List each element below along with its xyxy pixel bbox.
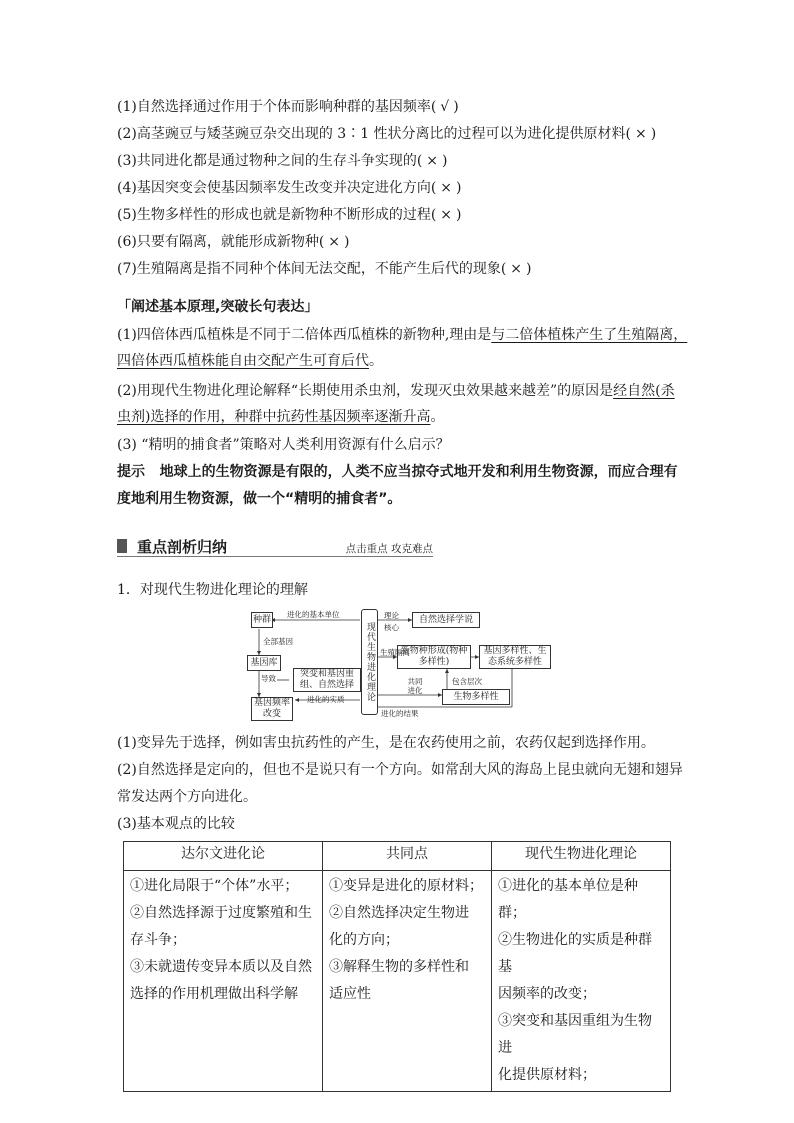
banner-title: 重点剖析归纳	[137, 538, 228, 556]
gene-ecosystem-diversity-box: 基因多样性、生态系统多样性	[479, 645, 551, 669]
judgment-mark: √	[440, 99, 450, 115]
judgment-mark: ×	[440, 180, 453, 196]
question-3: (3) “精明的捕食者”策略对人类利用资源有什么启示？	[117, 437, 450, 453]
population-box: 种群	[251, 612, 273, 628]
question-1-cont: 四倍体西瓜植株能自由交配产生可育后代。	[117, 353, 383, 369]
new-species-box: 新物种形成(物种多样性)	[397, 645, 471, 669]
table-header-row	[124, 842, 671, 871]
open-bracket-icon: 「	[117, 299, 131, 315]
banner-rule	[117, 556, 433, 557]
point-1-title: 1．对现代生物进化理论的理解	[117, 582, 308, 598]
modern-cell: ①进化的基本单位是种群； ②生物进化的实质是种群基 因频率的改变； ③突变和基因重组为生物进 化提供原材料；	[492, 871, 671, 1092]
mutation-selection-box: 突变和基因重组、自然选择	[293, 668, 361, 692]
judgment-mark: ×	[440, 207, 453, 223]
label-core: 核心	[384, 623, 399, 632]
question-2-cont: 虫剂)选择的作用，种群中抗药性基因频率逐渐升高。	[117, 409, 445, 425]
question-1: (1)四倍体西瓜植株是不同于二倍体西瓜植株的新物种,理由是与二倍体植株产生了生殖隔离，	[117, 327, 688, 343]
key-analysis-banner	[117, 536, 433, 556]
judgment-mark: ×	[426, 153, 439, 169]
question-2: (2)用现代生物进化理论解释“长期使用杀虫剂，发现灭虫效果越来越差”的原因是经自然(杀	[117, 383, 675, 399]
judgment-item: (5)生物多样性的形成也就是新物种不断形成的过程( × )	[117, 207, 462, 223]
header-common: 共同点	[323, 842, 492, 871]
section-heading: 「阐述基本原理,突破长句表达」	[117, 299, 319, 315]
label-essence: 进化的实质	[307, 695, 345, 704]
judgment-mark: ×	[328, 234, 341, 250]
note-2-cont: 常发达两个方向进化。	[117, 789, 257, 805]
close-bracket-icon: 」	[304, 299, 319, 315]
gene-pool-box: 基因库	[247, 655, 281, 671]
biodiversity-box: 生物多样性	[442, 689, 510, 705]
note-1: (1)变异先于选择，例如害虫抗药性的产生，是在农药使用之前，农药仅起到选择作用。	[117, 735, 655, 751]
common-cell: ①变异是进化的原材料； ②自然选择决定生物进 化的方向； ③解释生物的多样性和 适应性	[323, 871, 492, 1092]
judgment-item: (3)共同进化都是通过物种之间的生存斗争实现的( × )	[117, 153, 448, 169]
judgment-item: (4)基因突变会使基因频率发生改变并决定进化方向( × )	[117, 180, 462, 196]
label-lead-to: 导致	[261, 674, 276, 683]
judgment-mark: ×	[635, 126, 647, 142]
banner-subtitle: 点击重点 攻克难点	[345, 543, 433, 555]
judgment-item: (2)高茎豌豆与矮茎豌豆杂交出现的 3∶1 性状分离比的过程可以为进化提供原材料( × )	[117, 126, 657, 142]
judgment-item: (1)自然选择通过作用于个体而影响种群的基因频率( √ )	[117, 99, 459, 115]
evolution-theory-diagram	[247, 609, 557, 721]
label-include-levels: 包含层次	[452, 677, 482, 686]
modern-theory-box: 现代生物进化理论	[361, 609, 378, 715]
label-reproductive-isolation: 生殖隔离	[380, 648, 410, 657]
hint-line-2: 度地利用生物资源，做一个“精明的捕食者”。	[117, 491, 402, 507]
note-3: (3)基本观点的比较	[117, 816, 235, 832]
banner-marker-icon	[117, 539, 127, 553]
darwin-cell: ①进化局限于“个体”水平； ②自然选择源于过度繁殖和生 存斗争； ③未就遗传变异本质以及自然 选择的作用机理做出科学解	[124, 871, 323, 1092]
judgment-item: (7)生殖隔离是指不同种个体间无法交配，不能产生后代的现象( × )	[117, 261, 532, 277]
header-modern: 现代生物进化理论	[492, 842, 671, 871]
label-all-genes: 全部基因	[263, 637, 293, 646]
label-result: 进化的结果	[381, 709, 419, 718]
judgment-mark: ×	[510, 261, 523, 277]
note-2: (2)自然选择是定向的，但也不是说只有一个方向。如常刮大风的海岛上昆虫就向无翅和翅异	[117, 762, 683, 778]
judgment-item: (6)只要有隔离，就能形成新物种( × )	[117, 234, 350, 250]
natural-selection-theory-box: 自然选择学说	[412, 612, 480, 628]
label-coevolution: 共同进化	[407, 677, 423, 695]
label-theory: 理论	[384, 611, 399, 620]
hint-line-1: 提示 地球上的生物资源是有限的，人类不应当掠夺式地开发和利用生物资源，而应合理有	[117, 464, 678, 480]
label-basic-unit: 进化的基本单位	[287, 610, 340, 619]
gene-frequency-box: 基因频率改变	[251, 697, 293, 721]
comparison-table	[123, 841, 671, 1092]
header-darwin: 达尔文进化论	[124, 842, 323, 871]
table-row	[124, 871, 671, 1092]
